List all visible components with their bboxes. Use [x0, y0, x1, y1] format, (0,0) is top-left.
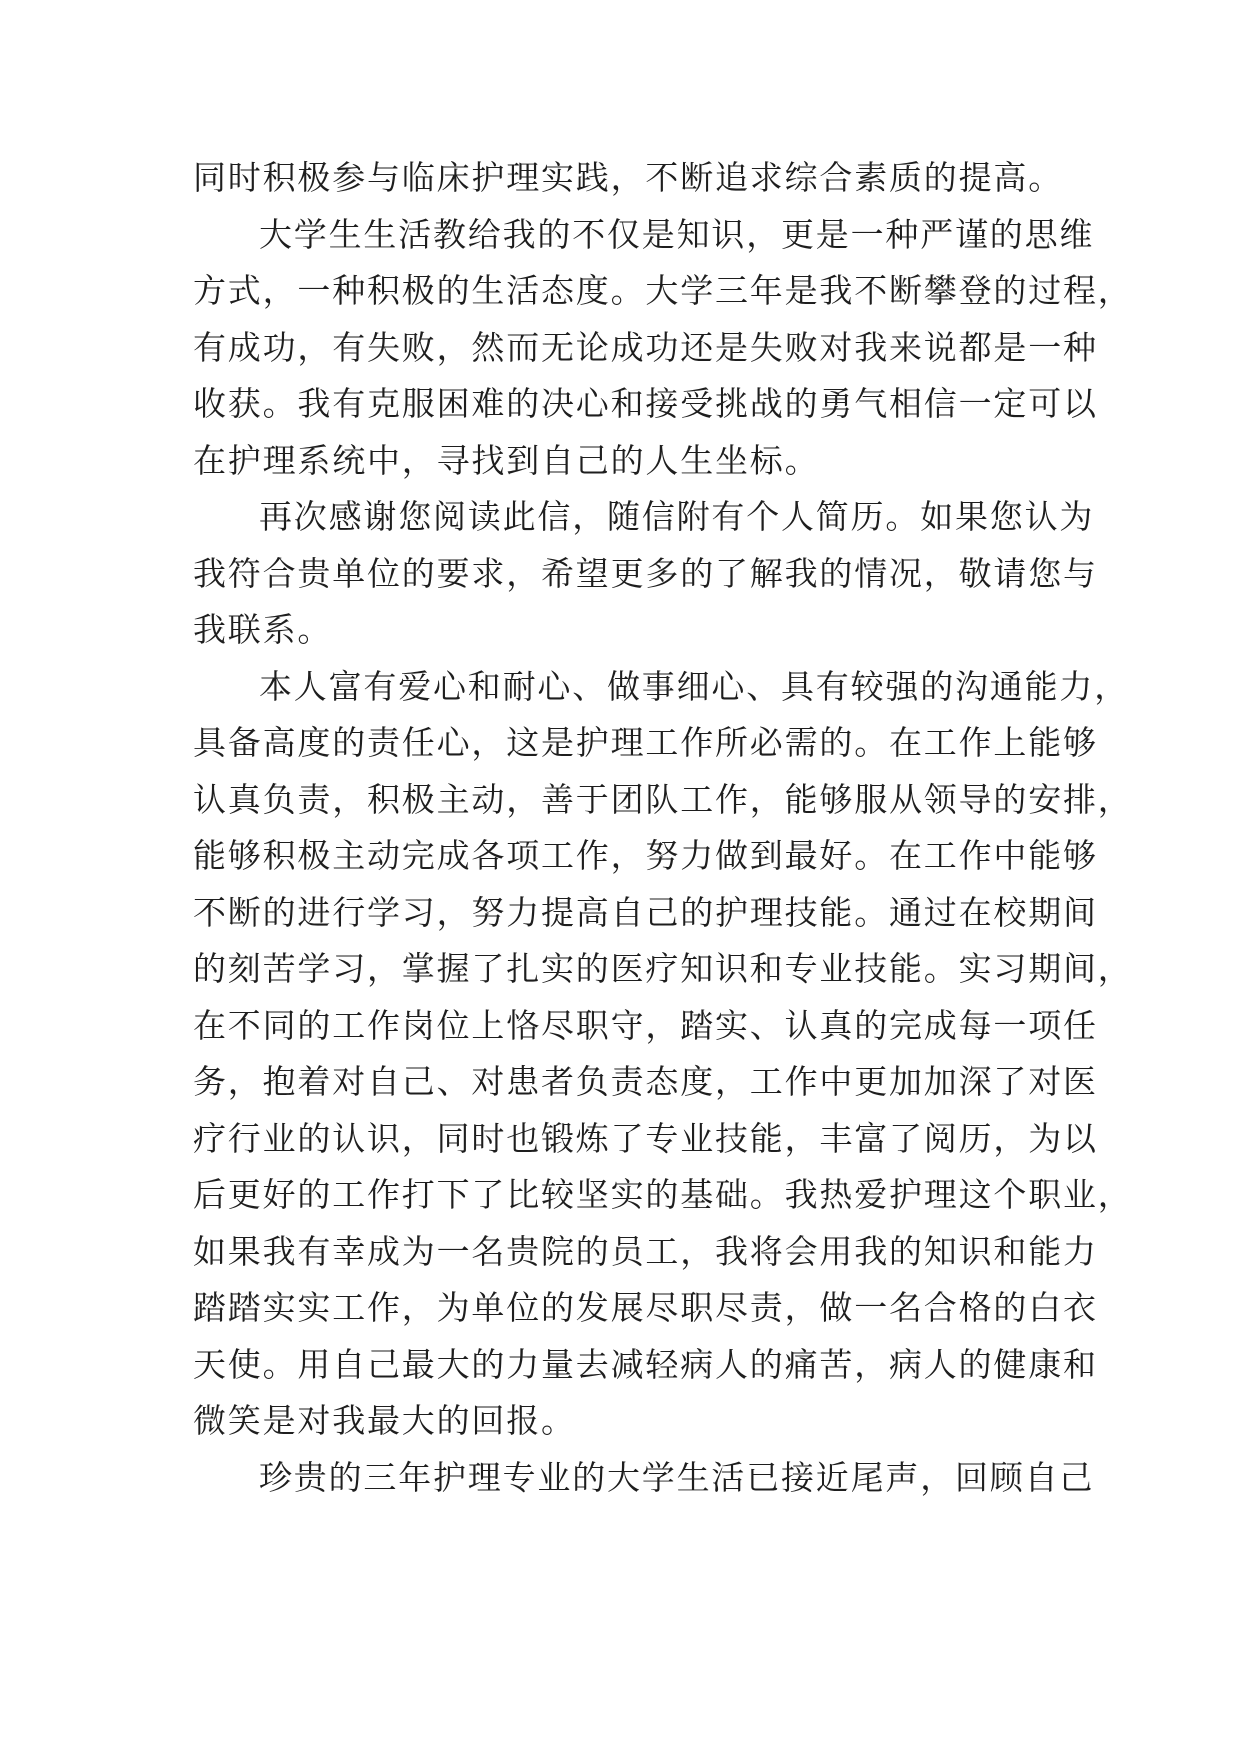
text-line: 同时积极参与临床护理实践，不断追求综合素质的提高。	[193, 158, 1063, 197]
text-line: 我符合贵单位的要求，希望更多的了解我的情况，敬请您与	[193, 553, 1098, 593]
text-line: 再次感谢您阅读此信，随信附有个人简历。如果您认为	[259, 497, 1095, 536]
text-line: 有成功，有失败，然而无论成功还是失败对我来说都是一种	[193, 327, 1098, 367]
text-line: 疗行业的认识，同时也锻炼了专业技能，丰富了阅历，为以	[193, 1118, 1098, 1158]
text-line: 收获。我有克服困难的决心和接受挑战的勇气相信一定可以	[193, 384, 1098, 423]
text-line: 大学生生活教给我的不仅是知识，更是一种严谨的思维	[259, 214, 1095, 254]
text-line: 天使。用自己最大的力量去减轻病人的痛苦，病人的健康和	[193, 1344, 1098, 1384]
text-line: 方式，一种积极的生活态度。大学三年是我不断攀登的过程，	[193, 271, 1133, 310]
text-line: 微笑是对我最大的回报。	[193, 1401, 576, 1440]
text-line: 本人富有爱心和耐心、做事细心、具有较强的沟通能力，	[259, 666, 1129, 706]
text-line: 的刻苦学习，掌握了扎实的医疗知识和专业技能。实习期间，	[193, 949, 1133, 988]
text-line: 具备高度的责任心，这是护理工作所必需的。在工作上能够	[193, 723, 1098, 762]
text-line: 踏踏实实工作，为单位的发展尽职尽责，做一名合格的白衣	[193, 1288, 1098, 1327]
text-line: 在不同的工作岗位上恪尽职守，踏实、认真的完成每一项任	[193, 1005, 1098, 1045]
text-line: 如果我有幸成为一名贵院的员工，我将会用我的知识和能力	[193, 1231, 1098, 1271]
text-line: 能够积极主动完成各项工作，努力做到最好。在工作中能够	[193, 836, 1098, 875]
text-line: 不断的进行学习，努力提高自己的护理技能。通过在校期间	[193, 892, 1098, 932]
text-line: 认真负责，积极主动，善于团队工作，能够服从领导的安排，	[193, 779, 1133, 819]
text-line: 务，抱着对自己、对患者负责态度，工作中更加加深了对医	[193, 1062, 1098, 1101]
text-line: 我联系。	[193, 610, 333, 649]
text-line: 在护理系统中，寻找到自己的人生坐标。	[193, 440, 820, 480]
text-line: 后更好的工作打下了比较坚实的基础。我热爱护理这个职业，	[193, 1175, 1133, 1214]
text-line: 珍贵的三年护理专业的大学生活已接近尾声，回顾自己	[259, 1457, 1095, 1497]
letter-body	[193, 150, 1133, 1506]
